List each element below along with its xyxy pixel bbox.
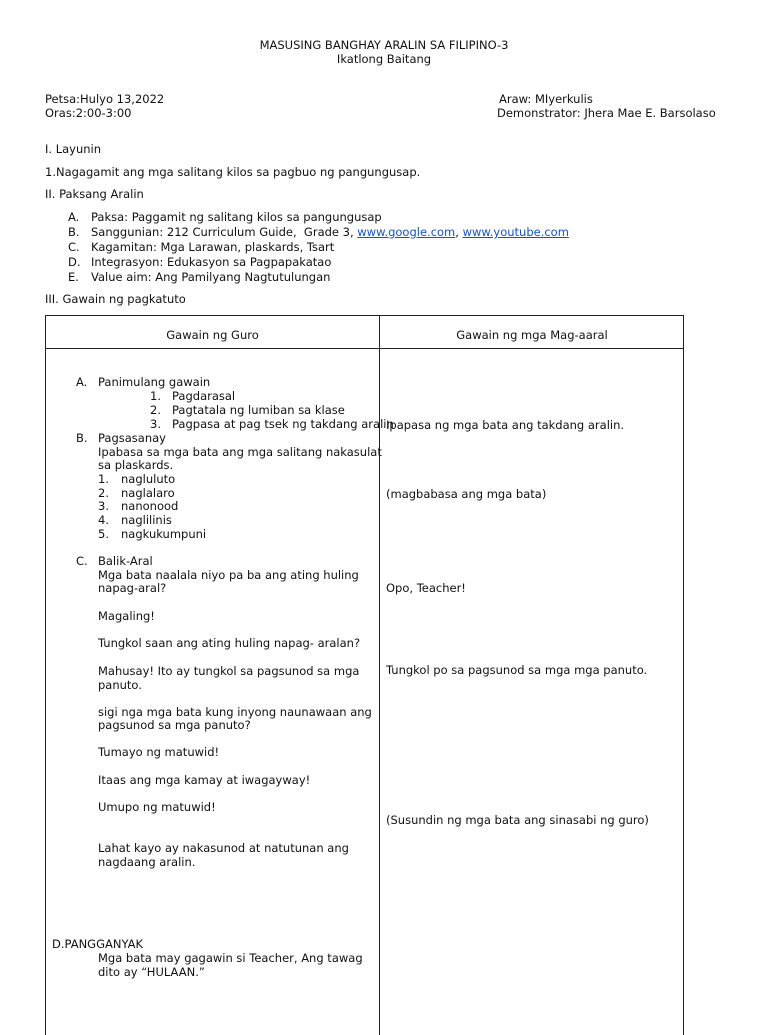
list-number: 4.: [98, 513, 109, 527]
list-marker: B.: [68, 225, 80, 239]
balik-aral-line: pagsunod sa mga panuto?: [98, 718, 251, 732]
section-letter: A.: [76, 375, 88, 389]
balik-aral-line: Tungkol saan ang ating huling napag- aralan?: [98, 636, 361, 650]
list-marker: E.: [68, 270, 79, 284]
balik-aral-line: Mahusay! Ito ay tungkol sa pagsunod sa mga: [98, 664, 360, 678]
document-subtitle: Ikatlong Baitang: [336, 52, 432, 66]
panimulang-gawain-title: Panimulang gawain: [98, 375, 211, 389]
student-response: Ipapasa ng mga bata ang takdang aralin.: [386, 418, 625, 432]
list-marker: C.: [68, 240, 80, 254]
list-number: 1.: [98, 472, 109, 486]
list-item: Pagtatala ng lumiban sa klase: [172, 403, 345, 417]
link-separator: ,: [455, 225, 463, 239]
balik-aral-line: Tumayo ng matuwid!: [98, 745, 220, 759]
list-number: 3.: [150, 417, 161, 431]
pagsasanay-text: Ipabasa sa mga bata ang mga salitang nakasulat: [98, 445, 382, 459]
layunin-item: 1.Nagagamit ang mga salitang kilos sa pagbuo ng pangungusap.: [45, 165, 421, 179]
balik-aral-line: napag-aral?: [98, 581, 167, 595]
list-marker: A.: [68, 210, 80, 224]
petsa-field: Petsa:Hulyo 13,2022: [45, 92, 165, 106]
araw-field: Araw: MIyerkulis: [499, 92, 593, 106]
paksa-item: Paksa: Paggamit ng salitang kilos sa pangungusap: [91, 210, 382, 224]
balik-aral-line: sigi nga mga bata kung inyong naunawaan ang: [98, 705, 372, 719]
demonstrator-field: Demonstrator: Jhera Mae E. Barsolaso: [497, 106, 716, 120]
sanggunian-text: Sanggunian: 212 Curriculum Guide, Grade 3,: [91, 225, 358, 239]
balik-aral-line: Magaling!: [98, 609, 155, 623]
pangganyak-title: D.PANGGANYAK: [52, 937, 144, 951]
list-item: naglalaro: [121, 486, 175, 500]
value-aim-item: Value aim: Ang Pamilyang Nagtutulungan: [91, 270, 331, 284]
list-item: Pagdarasal: [172, 389, 236, 403]
list-item: nagluluto: [121, 472, 176, 486]
section-letter: B.: [76, 431, 88, 445]
balik-aral-line: Itaas ang mga kamay at iwagayway!: [98, 773, 311, 787]
list-item: nagkukumpuni: [121, 527, 207, 541]
list-number: 1.: [150, 389, 161, 403]
list-item: nanonood: [121, 499, 179, 513]
kagamitan-item: Kagamitan: Mga Larawan, plaskards, Tsart: [91, 240, 335, 254]
column-header-guro: Gawain ng Guro: [166, 328, 259, 342]
pagsasanay-title: Pagsasanay: [98, 431, 166, 445]
balik-aral-line: panuto.: [98, 678, 142, 692]
pangganyak-line: Mga bata may gagawin si Teacher, Ang tawag: [98, 951, 363, 965]
balik-aral-title: Balik-Aral: [98, 554, 153, 568]
student-response: (Susundin ng mga bata ang sinasabi ng guro): [386, 813, 649, 827]
section-letter: C.: [76, 554, 88, 568]
integrasyon-item: Integrasyon: Edukasyon sa Pagpapakatao: [91, 255, 332, 269]
gawain-heading: III. Gawain ng pagkatuto: [45, 292, 186, 306]
balik-aral-line: Mga bata naalala niyo pa ba ang ating huling: [98, 568, 359, 582]
student-response: Tungkol po sa pagsunod sa mga mga panuto.: [386, 663, 648, 677]
pagsasanay-text: sa plaskards.: [98, 458, 174, 472]
lesson-table: [45, 315, 684, 1035]
google-link[interactable]: www.google.com: [357, 225, 456, 239]
column-header-magaaral: Gawain ng mga Mag-aaral: [456, 328, 608, 342]
list-number: 3.: [98, 499, 109, 513]
student-response: (magbabasa ang mga bata): [386, 487, 547, 501]
header-divider: [46, 348, 683, 349]
paksang-aralin-heading: II. Paksang Aralin: [45, 187, 144, 201]
student-response: Opo, Teacher!: [386, 581, 466, 595]
youtube-link[interactable]: www.youtube.com: [462, 225, 569, 239]
list-number: 2.: [150, 403, 161, 417]
list-item: naglilinis: [121, 513, 172, 527]
oras-field: Oras:2:00-3:00: [45, 106, 132, 120]
list-number: 5.: [98, 527, 109, 541]
balik-aral-line: Umupo ng matuwid!: [98, 800, 216, 814]
sanggunian-item: [91, 225, 569, 239]
pangganyak-line: dito ay “HULAAN.”: [98, 965, 205, 979]
list-number: 2.: [98, 486, 109, 500]
balik-aral-line: Lahat kayo ay nakasunod at natutunan ang: [98, 841, 349, 855]
list-item: Pagpasa at pag tsek ng takdang aralin: [172, 417, 394, 431]
document-title: MASUSING BANGHAY ARALIN SA FILIPINO-3: [259, 38, 509, 52]
list-marker: D.: [68, 255, 81, 269]
balik-aral-line: nagdaang aralin.: [98, 855, 196, 869]
layunin-heading: I. Layunin: [45, 142, 102, 156]
